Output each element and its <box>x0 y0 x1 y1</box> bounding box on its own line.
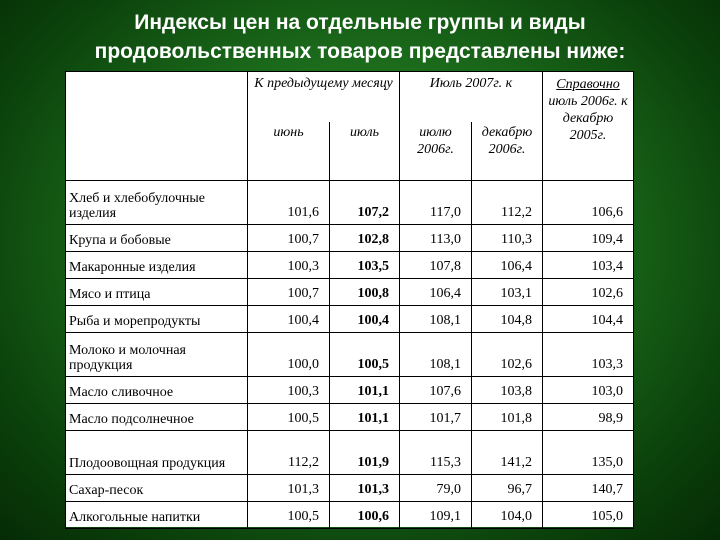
row-reference-cell: 105,0 <box>543 502 634 529</box>
row-reference-cell: 103,3 <box>543 333 634 377</box>
row-july-cell: 101,1 <box>330 404 400 431</box>
row-july-cell: 102,8 <box>330 225 400 252</box>
price-index-table-sheet <box>65 71 633 527</box>
row-name-cell: Сахар-песок <box>66 475 248 502</box>
row-reference-cell: 102,6 <box>543 279 634 306</box>
row-vs-dec-2006-cell: 104,8 <box>472 306 543 333</box>
row-reference-cell: 98,9 <box>543 404 634 431</box>
row-june-cell: 101,3 <box>248 475 330 502</box>
row-vs-july-2006-cell: 79,0 <box>400 475 472 502</box>
row-june-cell: 101,6 <box>248 181 330 225</box>
row-june-cell: 100,4 <box>248 306 330 333</box>
row-vs-july-2006-cell: 113,0 <box>400 225 472 252</box>
row-name-cell: Хлеб и хлебобулочные изделия <box>66 181 248 225</box>
row-vs-july-2006-cell: 109,1 <box>400 502 472 529</box>
table-row <box>66 404 634 431</box>
header-reference-title: Справочно <box>556 77 620 92</box>
table-row <box>66 252 634 279</box>
header-reference-period: июль 2006г. к декабрю 2005г. <box>548 94 628 143</box>
row-vs-dec-2006-cell: 103,1 <box>472 279 543 306</box>
table-row <box>66 377 634 404</box>
row-reference-cell: 140,7 <box>543 475 634 502</box>
header-vs-july-2006: июлю 2006г. <box>400 122 472 181</box>
row-name-cell: Мясо и птица <box>66 279 248 306</box>
table-row <box>66 181 634 225</box>
row-reference-cell: 106,6 <box>543 181 634 225</box>
row-name-cell: Алкогольные напитки <box>66 502 248 529</box>
table-row <box>66 475 634 502</box>
row-july-cell: 101,3 <box>330 475 400 502</box>
header-june: июнь <box>248 122 330 181</box>
slide-title <box>0 8 720 66</box>
row-vs-dec-2006-cell: 101,8 <box>472 404 543 431</box>
row-vs-july-2006-cell: 101,7 <box>400 404 472 431</box>
header-row-groups <box>66 72 634 122</box>
row-vs-july-2006-cell: 108,1 <box>400 306 472 333</box>
header-blank-cell <box>66 72 248 181</box>
header-prev-month: К предыдущему месяцу <box>248 72 400 122</box>
row-vs-dec-2006-cell: 106,4 <box>472 252 543 279</box>
row-july-cell: 103,5 <box>330 252 400 279</box>
row-july-cell: 101,1 <box>330 377 400 404</box>
row-vs-july-2006-cell: 107,6 <box>400 377 472 404</box>
row-reference-cell: 104,4 <box>543 306 634 333</box>
slide-title-line-2: продовольственных товаров представлены ниже: <box>94 40 626 63</box>
price-index-table <box>65 71 634 529</box>
row-june-cell: 100,5 <box>248 502 330 529</box>
row-name-cell: Масло подсолнечное <box>66 404 248 431</box>
row-july-cell: 100,8 <box>330 279 400 306</box>
row-july-cell: 100,4 <box>330 306 400 333</box>
row-vs-july-2006-cell: 117,0 <box>400 181 472 225</box>
table-row <box>66 225 634 252</box>
row-reference-cell: 109,4 <box>543 225 634 252</box>
row-june-cell: 100,0 <box>248 333 330 377</box>
row-june-cell: 100,3 <box>248 252 330 279</box>
row-vs-dec-2006-cell: 102,6 <box>472 333 543 377</box>
row-name-cell: Молоко и молочная продукция <box>66 333 248 377</box>
table-row <box>66 431 634 475</box>
row-july-cell: 100,5 <box>330 333 400 377</box>
header-vs-dec-2006: декабрю 2006г. <box>472 122 543 181</box>
header-july: июль <box>330 122 400 181</box>
row-name-cell: Крупа и бобовые <box>66 225 248 252</box>
row-july-cell: 101,9 <box>330 431 400 475</box>
row-june-cell: 100,5 <box>248 404 330 431</box>
slide-title-line-1: Индексы цен на отдельные группы и виды <box>134 11 586 34</box>
header-july-2007: Июль 2007г. к <box>400 72 543 122</box>
row-vs-july-2006-cell: 106,4 <box>400 279 472 306</box>
table-row <box>66 279 634 306</box>
row-june-cell: 100,7 <box>248 279 330 306</box>
row-reference-cell: 103,4 <box>543 252 634 279</box>
row-june-cell: 100,3 <box>248 377 330 404</box>
table-row <box>66 306 634 333</box>
row-name-cell: Плодоовощная продукция <box>66 431 248 475</box>
row-vs-july-2006-cell: 115,3 <box>400 431 472 475</box>
row-july-cell: 107,2 <box>330 181 400 225</box>
row-vs-dec-2006-cell: 103,8 <box>472 377 543 404</box>
row-vs-dec-2006-cell: 112,2 <box>472 181 543 225</box>
row-vs-dec-2006-cell: 104,0 <box>472 502 543 529</box>
row-june-cell: 100,7 <box>248 225 330 252</box>
row-june-cell: 112,2 <box>248 431 330 475</box>
row-reference-cell: 103,0 <box>543 377 634 404</box>
table-row <box>66 502 634 529</box>
row-name-cell: Масло сливочное <box>66 377 248 404</box>
row-july-cell: 100,6 <box>330 502 400 529</box>
row-reference-cell: 135,0 <box>543 431 634 475</box>
row-vs-dec-2006-cell: 96,7 <box>472 475 543 502</box>
table-body <box>66 181 634 529</box>
row-vs-july-2006-cell: 107,8 <box>400 252 472 279</box>
row-vs-dec-2006-cell: 110,3 <box>472 225 543 252</box>
row-vs-july-2006-cell: 108,1 <box>400 333 472 377</box>
header-reference <box>543 72 634 181</box>
row-name-cell: Рыба и морепродукты <box>66 306 248 333</box>
row-vs-dec-2006-cell: 141,2 <box>472 431 543 475</box>
table-row <box>66 333 634 377</box>
row-name-cell: Макаронные изделия <box>66 252 248 279</box>
